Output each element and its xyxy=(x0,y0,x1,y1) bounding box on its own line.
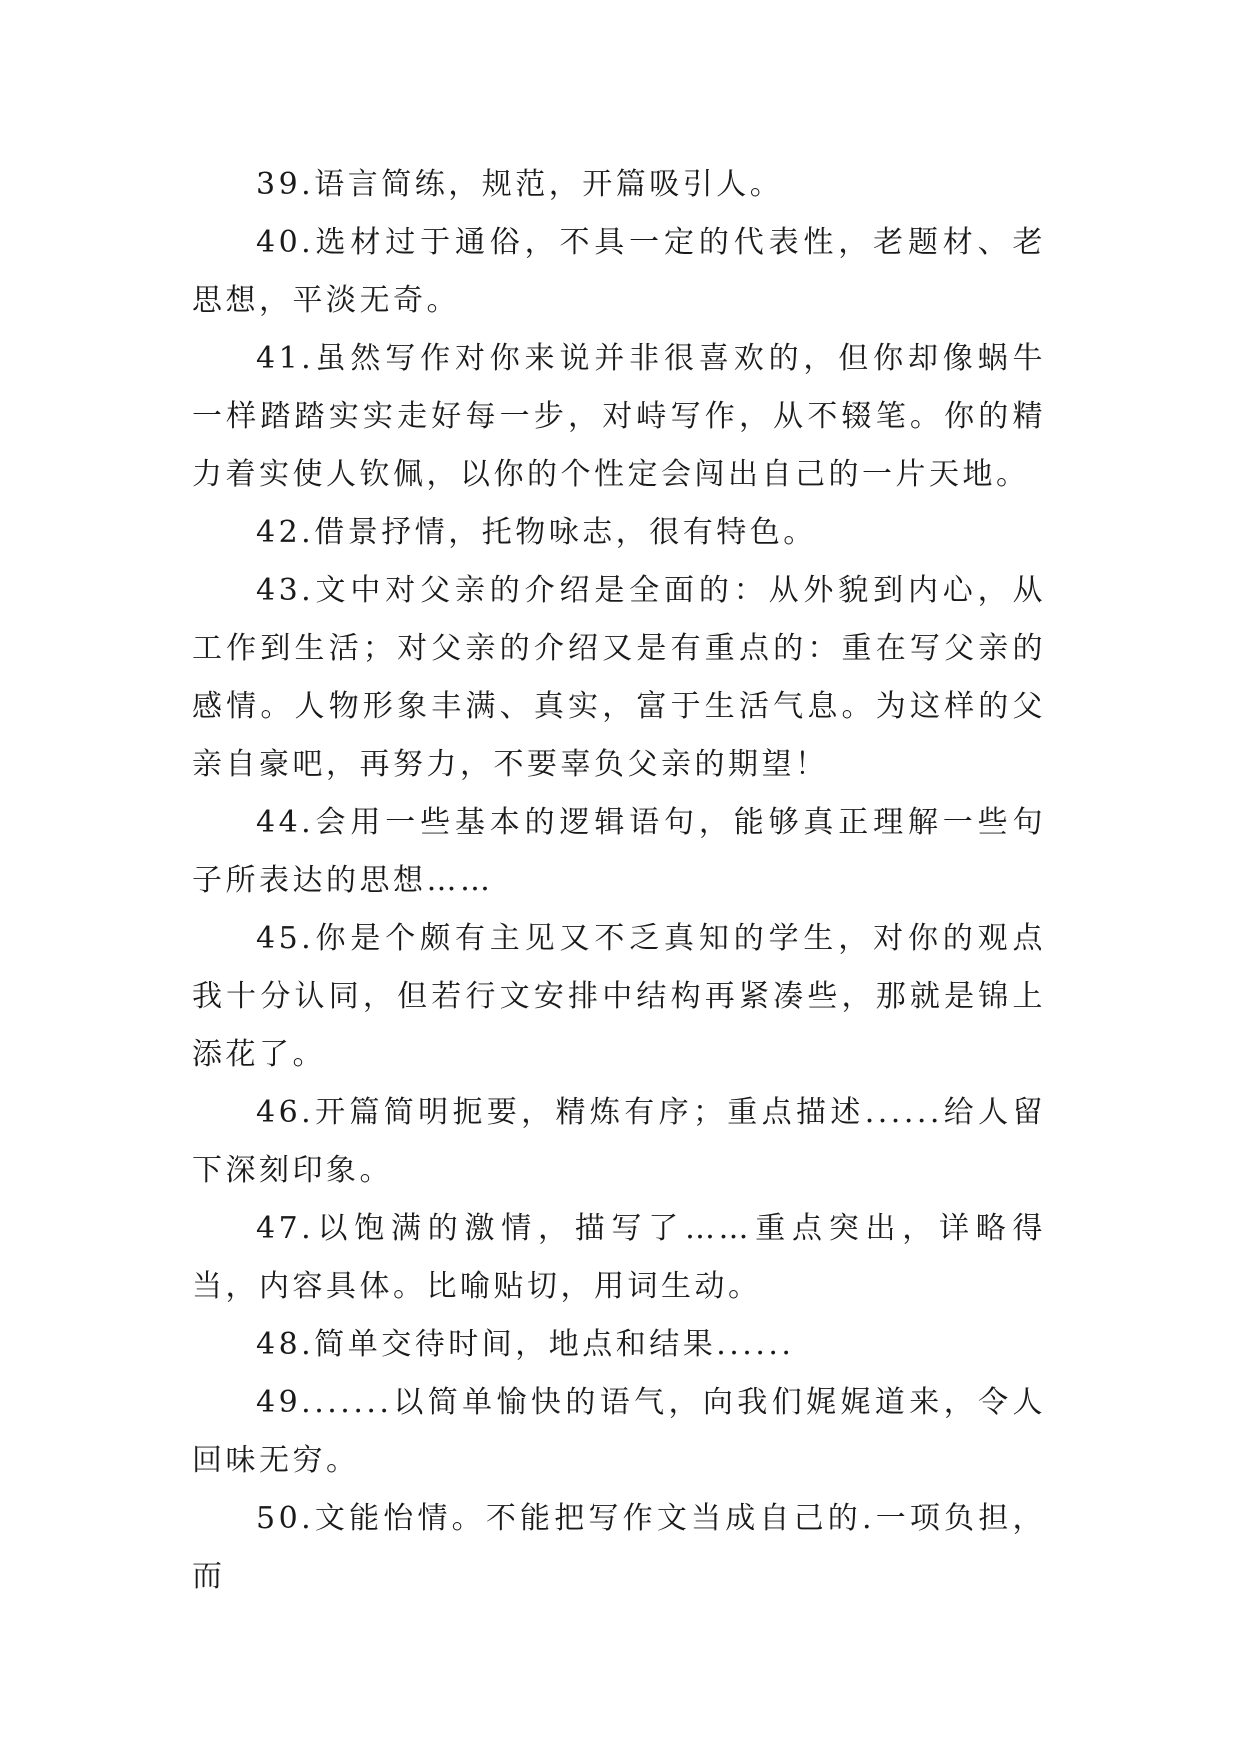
comment-paragraph-42: 42.借景抒情，托物咏志，很有特色。 xyxy=(256,515,817,550)
document-body xyxy=(192,156,1046,1606)
comment-paragraph-41: 41.虽然写作对你来说并非很喜欢的，但你却像蜗牛一样踏踏实实走好每一步，对峙写作，从不辍笔。你的精力着实使人钦佩，以你的个性定会闯出自己的一片天地。 xyxy=(192,341,1046,492)
comment-paragraph-40: 40.选材过于通俗，不具一定的代表性，老题材、老思想，平淡无奇。 xyxy=(192,225,1046,318)
comment-paragraph-45: 45.你是个颇有主见又不乏真知的学生，对你的观点我十分认同，但若行文安排中结构再紧凑些，那就是锦上添花了。 xyxy=(192,921,1046,1072)
comment-paragraph-50: 50.文能怡情。不能把写作文当成自己的.一项负担，而 xyxy=(192,1501,1046,1594)
comment-paragraph-43: 43.文中对父亲的介绍是全面的：从外貌到内心，从工作到生活；对父亲的介绍又是有重点的：重在写父亲的感情。人物形象丰满、真实，富于生活气息。为这样的父亲自豪吧，再努力，不要辜负父亲的期望！ xyxy=(192,573,1046,782)
comment-paragraph-39: 39.语言简练，规范，开篇吸引人。 xyxy=(256,167,784,202)
comment-paragraph-47: 47.以饱满的激情，描写了……重点突出，详略得当，内容具体。比喻贴切，用词生动。 xyxy=(192,1211,1046,1304)
comment-paragraph-49: 49.......以简单愉快的语气，向我们娓娓道来，令人回味无穷。 xyxy=(192,1385,1046,1478)
comment-paragraph-44: 44.会用一些基本的逻辑语句，能够真正理解一些句子所表达的思想…… xyxy=(192,805,1046,898)
comment-paragraph-46: 46.开篇简明扼要，精炼有序；重点描述......给人留下深刻印象。 xyxy=(192,1095,1046,1188)
comment-paragraph-48: 48.简单交待时间，地点和结果...... xyxy=(256,1327,795,1362)
